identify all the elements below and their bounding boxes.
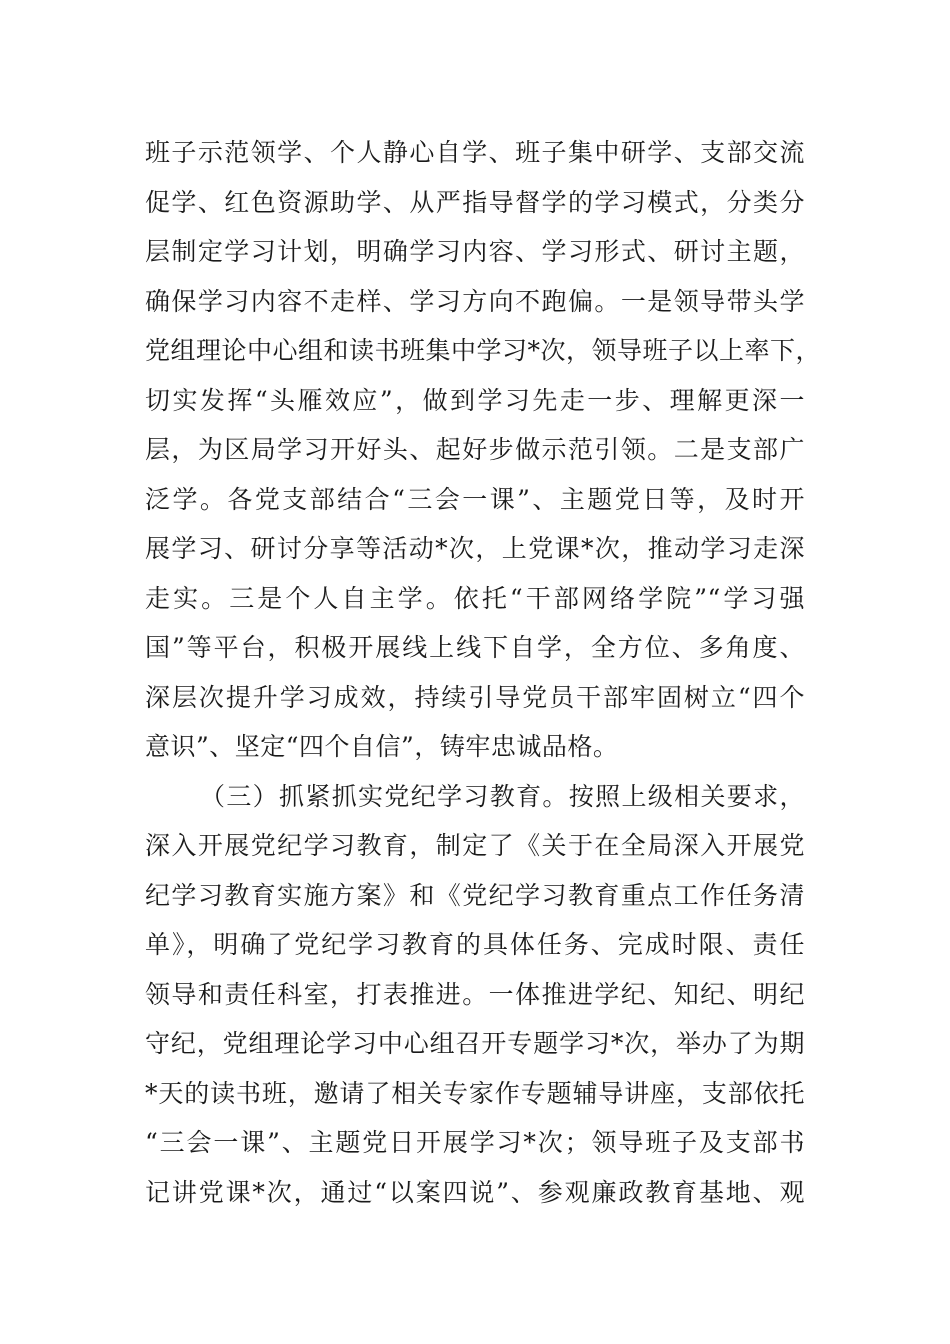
text-line: 纪学习教育实施方案》和《党纪学习教育重点工作任务清 xyxy=(145,880,805,910)
text-line: 班子示范领学、个人静心自学、班子集中研学、支部交流 xyxy=(145,138,805,167)
text-line: 党组理论中心组和读书班集中学习*次，领导班子以上率下， xyxy=(145,336,822,365)
section-heading-line: （三）抓紧抓实党纪学习教育。按照上级相关要求， xyxy=(200,781,805,811)
text-line: 国”等平台，积极开展线上线下自学，全方位、多角度、 xyxy=(145,633,805,662)
text-line: 确保学习内容不走样、学习方向不跑偏。一是领导带头学 xyxy=(145,286,805,316)
body-text xyxy=(145,128,822,1217)
text-line: 走实。三是个人自主学。依托“干部网络学院”“学习强 xyxy=(145,583,805,613)
paragraph-2 xyxy=(145,772,805,1218)
text-line: 展学习、研讨分享等活动*次，上党课*次，推动学习走深 xyxy=(145,534,805,563)
text-line: 促学、红色资源助学、从严指导督学的学习模式，分类分 xyxy=(145,187,805,217)
text-line: 领导和责任科室，打表推进。一体推进学纪、知纪、明纪 xyxy=(145,979,805,1009)
text-line: 层制定学习计划，明确学习内容、学习形式、研讨主题， xyxy=(145,237,805,266)
text-line: “三会一课”、主题党日开展学习*次；领导班子及支部书 xyxy=(145,1128,805,1157)
text-line: 单》，明确了党纪学习教育的具体任务、完成时限、责任 xyxy=(145,930,805,959)
text-line: 意识”、坚定“四个自信”，铸牢忠诚品格。 xyxy=(145,732,619,761)
text-line: 守纪，党组理论学习中心组召开专题学习*次，举办了为期 xyxy=(145,1029,805,1058)
paragraph-1 xyxy=(145,128,822,772)
text-line: 层，为区局学习开好头、起好步做示范引领。二是支部广 xyxy=(145,435,805,464)
text-line: 深层次提升学习成效，持续引导党员干部牢固树立“四个 xyxy=(145,682,805,712)
text-line: 泛学。各党支部结合“三会一课”、主题党日等，及时开 xyxy=(145,484,805,514)
text-line: *天的读书班，邀请了相关专家作专题辅导讲座，支部依托 xyxy=(145,1078,805,1108)
text-line: 切实发挥“头雁效应”，做到学习先走一步、理解更深一 xyxy=(145,385,805,415)
text-line: 记讲党课*次，通过“以案四说”、参观廉政教育基地、观 xyxy=(145,1177,805,1207)
text-line: 深入开展党纪学习教育，制定了《关于在全局深入开展党 xyxy=(145,831,805,860)
